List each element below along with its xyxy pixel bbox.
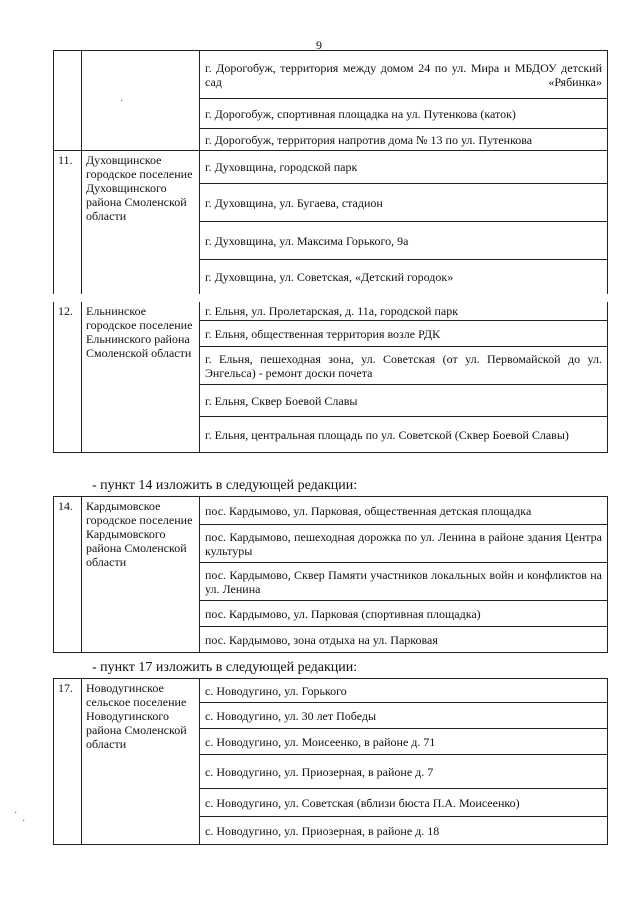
municipality-name: Кардымовское городское поселение Кардымовского района Смоленской области: [82, 497, 200, 653]
location-cell: пос. Кардымово, ул. Парковая (спортивная площадка): [200, 601, 608, 627]
amendment-note-17: - пункт 17 изложить в следующей редакции:: [92, 660, 358, 675]
row-number: 11.: [54, 151, 82, 298]
location-cell: г. Духовщина, ул. Максима Горького, 9а: [200, 222, 608, 260]
amendment-note-14: - пункт 14 изложить в следующей редакции:: [92, 478, 358, 493]
table-row: [54, 298, 608, 321]
table-main: [53, 50, 608, 453]
location-cell: г. Дорогобуж, спортивная площадка на ул. Путенкова (каток): [200, 99, 608, 129]
location-cell: г. Ельня, центральная площадь по ул. Советской (Сквер Боевой Славы): [200, 417, 608, 453]
location-cell: г. Ельня, общественная территория возле РДК: [200, 321, 608, 347]
location-cell: с. Новодугино, ул. Приозерная, в районе д. 18: [200, 817, 608, 845]
municipality-name: Ельнинское городское поселение Ельнинского района Смоленской области: [82, 298, 200, 453]
location-cell: пос. Кардымово, зона отдыха на ул. Парковая: [200, 627, 608, 653]
location-cell: пос. Кардымово, Сквер Памяти участников локальных войн и конфликтов на ул. Ленина: [200, 563, 608, 601]
scan-speck: ·: [22, 816, 26, 827]
location-cell: с. Новодугино, ул. Советская (вблизи бюста П.А. Моисеенко): [200, 789, 608, 817]
scan-speck: ·: [14, 808, 18, 819]
table-row: [54, 497, 608, 525]
location-cell: г. Ельня, Сквер Боевой Славы: [200, 385, 608, 417]
row-number: 12.: [54, 298, 82, 453]
location-cell: г. Ельня, ул. Пролетарская, д. 11а, городской парк: [200, 298, 608, 321]
table-row: [54, 679, 608, 703]
location-cell: г. Дорогобуж, территория между домом 24 по ул. Мира и МБДОУ детский сад «Рябинка»: [200, 51, 608, 99]
table-17: [53, 678, 608, 845]
page-number: 9: [316, 38, 322, 52]
location-cell: пос. Кардымово, пешеходная дорожка по ул. Ленина в районе здания Центра культуры: [200, 525, 608, 563]
location-cell: г. Духовщина, ул. Бугаева, стадион: [200, 184, 608, 222]
location-cell: с. Новодугино, ул. Приозерная, в районе д. 7: [200, 755, 608, 789]
location-cell: г. Духовщина, ул. Советская, «Детский городок»: [200, 260, 608, 298]
location-cell: с. Новодугино, ул. 30 лет Победы: [200, 703, 608, 729]
location-cell: г. Дорогобуж, территория напротив дома № 13 по ул. Путенкова: [200, 129, 608, 151]
scan-speck: ·: [120, 96, 124, 107]
table-row: [54, 51, 608, 99]
table-row: [54, 151, 608, 184]
municipality-name: Духовщинское городское поселение Духовщинского района Смоленской области: [82, 151, 200, 298]
location-cell: с. Новодугино, ул. Моисеенко, в районе д. 71: [200, 729, 608, 755]
table-14: [53, 496, 608, 653]
location-cell: с. Новодугино, ул. Горького: [200, 679, 608, 703]
municipality-name: Новодугинское сельское поселение Новодугинского района Смоленской области: [82, 679, 200, 845]
row-number: 14.: [54, 497, 82, 653]
location-cell: г. Духовщина, городской парк: [200, 151, 608, 184]
row-number: 17.: [54, 679, 82, 845]
location-cell: г. Ельня, пешеходная зона, ул. Советская (от ул. Первомайской до ул. Энгельса) - ремонт доски почета: [200, 347, 608, 385]
location-cell: пос. Кардымово, ул. Парковая, общественная детская площадка: [200, 497, 608, 525]
